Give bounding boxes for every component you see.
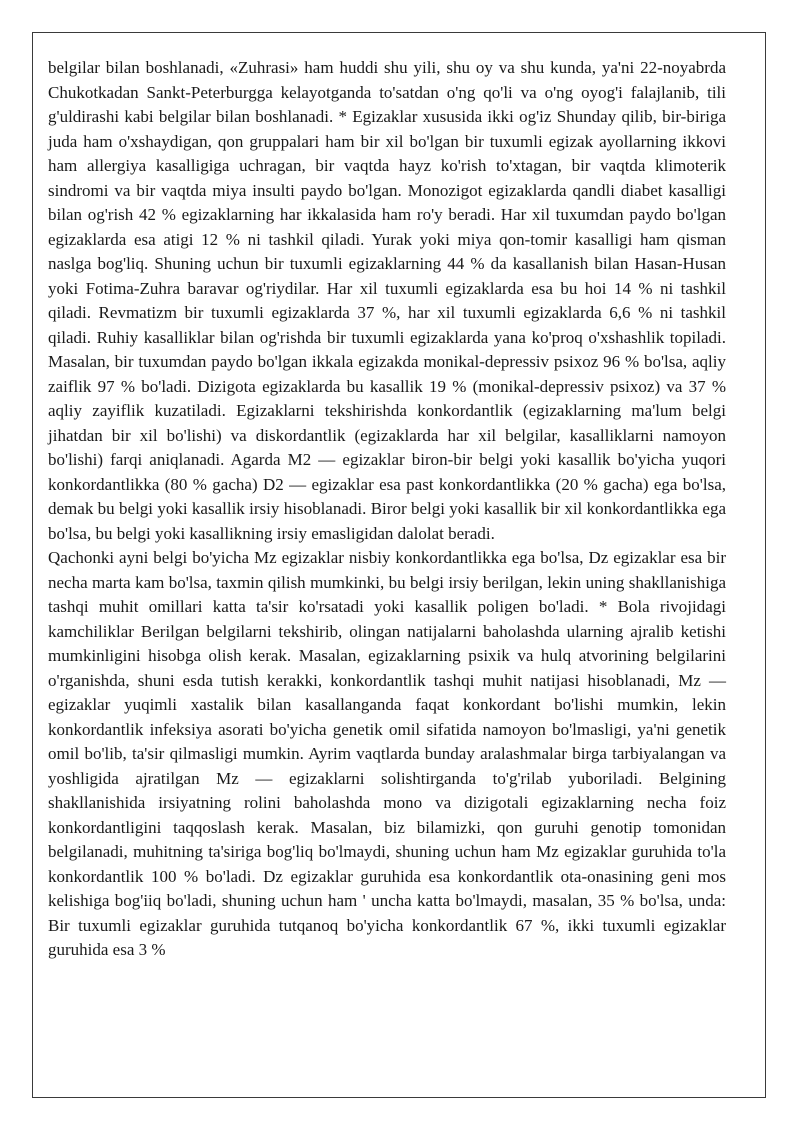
paragraph-1: belgilar bilan boshlanadi, «Zuhrasi» ham huddi shu yili, shu oy va shu kunda, ya'ni 22-noyabrda Chukotkadan Sankt-Peterburgga kelayotganda to'satdan o'ng qo'li va o'ng oyog'i falajlanib, tili g'uldirashi kabi belgilar bilan boshlanadi. * Egizaklar xususida ikki og'iz Shunday qilib, bir-biriga juda ham o'xshaydigan, qon gruppalari ham bir xil bo'lgan bir tuxumli egizak ayollarning ikkovi ham allergiya kasalligiga uchragan, bir vaqtda hayz ko'rish to'xtagan, bir vaqtda klimoterik sindromi va bir vaqtda miya insulti paydo bo'lgan. Monozigot egizaklarda qandli diabet kasalligi bilan og'rish 42 % egizaklarning har ikkalasida ham ro'y beradi. Har xil tuxumdan paydo bo'lgan egizaklarda esa atigi 12 % ni tashkil qiladi. Yurak yoki miya qon-tomir kasalligi ham qisman naslga bog'liq. Shuning uchun bir tuxumli egizaklarning 44 % da kasallanish bilan Hasan-Husan yoki Fotima-Zuhra baravar og'riydilar. Har xil tuxumli egizaklarda esa bu hoi 14 % ni tashkil qiladi. Revmatizm bir tuxumli egizaklarda 37 %, har xil tuxumli egizaklarda 6,6 % ni tashkil qiladi. Ruhiy kasalliklar bilan og'rishda bir tuxumli egizaklarda yana ko'proq o'xshashlik topiladi. Masalan, bir tuxumdan paydo bo'lgan ikkala egizakda monikal-depressiv psixoz 96 % bo'lsa, aqliy zaiflik 97 % bo'ladi. Dizigota egizaklarda bu kasallik 19 % (monikal-depressiv psixoz) va 37 % aqliy zayiflik kuzatiladi. Egizaklarni tekshirishda konkordantlik (egizaklarning ma'lum belgi jihatdan bir xil bo'lishi) va diskordantlik (egizaklarda har xil belgilar, kasalliklarni namoyon bo'lishi) farqi aniqlanadi. Agarda M2 — egizaklar biron-bir belgi yoki kasallik bo'yicha yuqori konkordantlikka (80 % gacha) D2 — egizaklar esa past konkordantlikka (20 % gacha) ega bo'lsa, demak bu belgi yoki kasallik irsiy hisoblanadi. Biror belgi yoki kasallik bir xil konkordantlikka ega bo'lsa, bu belgi yoki kasallikning irsiy emasligidan dalolat beradi. (48, 58, 726, 543)
document-body (48, 56, 726, 963)
paragraph-2: Qachonki ayni belgi bo'yicha Mz egizaklar nisbiy konkordantlikka ega bo'lsa, Dz egizaklar esa bir necha marta kam bo'lsa, taxmin qilish mumkinki, bu belgi irsiy berilgan, lekin uning shakllanishiga tashqi muhit omillari katta ta'sir ko'rsatadi yoki kasallik poligen bo'ladi. * Bola rivojidagi kamchiliklar Berilgan belgilarni tekshirib, olingan natijalarni baholashda ularning ajralib ketishi mumkinligini hisobga olish kerak. Masalan, egizaklarning psixik va hulq atvorining belgilarini o'rganishda, shuni esda tutish kerakki, konkordantlik tashqi muhit natijasi hisoblanadi, Mz — egizaklar yuqimli xastalik bilan kasallanganda faqat konkordant bo'lishi mumkin, lekin konkordantlik infeksiya asorati bo'yicha genetik omil sifatida namoyon bo'lmasligi, ya'ni genetik omil bo'lib, ta'sir qilmasligi mumkin. Ayrim vaqtlarda bunday aralashmalar birga tarbiyalangan va yoshligida ajratilgan Mz — egizaklarni solishtirganda to'g'rilab yuboriladi. Belgining shakllanishida irsiyatning rolini baholashda mono va dizigotali egizaklarning necha foiz konkordantligini taqqoslash kerak. Masalan, biz bilamizki, qon guruhi genotip tomonidan belgilanadi, muhitning ta'siriga bog'liq bo'lmaydi, shuning uchun ham Mz egizaklar guruhida to'la konkordantlik 100 % bo'ladi. Dz egizaklar guruhida esa konkordantlik ota-onasining geni mos kelishiga bog'iiq bo'ladi, shuning uchun ham ' uncha katta bo'lmaydi, masalan, 35 % bo'lsa, unda: Bir tuxumli egizaklar guruhida tutqanoq bo'yicha konkordantlik 67 %, ikki tuxumli egizaklar guruhida esa 3 % (48, 548, 726, 959)
